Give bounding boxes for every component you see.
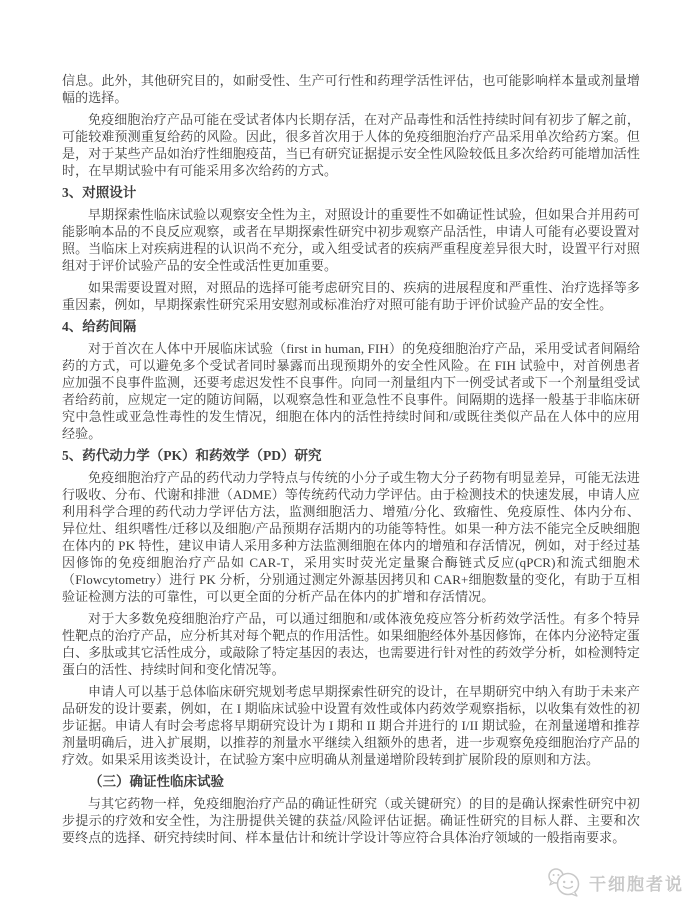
paragraph: 对于大多数免疫细胞治疗产品，可以通过细胞和/或体液免疫应答分析药效学活性。有多个特异性靶点的治疗产品，应分析其对每个靶点的作用活性。如果细胞经体外基因修饰，在体内分泌特定蛋白、多肽或其它活性成分，或敲除了特定基因的表达，也需要进行针对性的药效学分析，如检测特定蛋白的活性、持续时间和变化情况等。 [62, 611, 640, 677]
paragraph: 与其它药物一样，免疫细胞治疗产品的确证性研究（或关键研究）的目的是确认探索性研究中初步提示的疗效和安全性，为注册提供关键的获益/风险评估证据。确证性研究的目标人群、主要和次要终点的选择、研究持续时间、样本量估计和统计学设计等应符合具体治疗领域的一般指南要求。 [62, 796, 640, 845]
section-heading: 5、药代动力学（PK）和药效学（PD）研究 [62, 448, 322, 463]
brand-name: 干细胞者说 [589, 874, 684, 894]
paragraph: 早期探索性临床试验以观察安全性为主，对照设计的重要性不如确证性试验，但如果合并用药可能影响本品的不良反应观察，或者在早期探索性研究中初步观察产品活性，申请人可能有必要设置对照。当临床上对疾病进程的认识尚不充分，或入组受试者的疾病严重程度差异很大时，设置平行对照组对于评价试验产品的安全性或活性更加重要。 [62, 207, 640, 273]
paragraph: 免疫细胞治疗产品可能在受试者体内长期存活，在对产品毒性和活性持续时间有初步了解之前，可能较难预测重复给药的风险。因此，很多首次用于人体的免疫细胞治疗产品采用单次给药方案。但是，对于某些产品如治疗性细胞疫苗，当已有研究证据提示安全性风险较低且多次给药可能增加活性时，在早期试验中有可能采用多次给药的方式。 [62, 112, 640, 178]
section-heading: 3、对照设计 [62, 185, 137, 200]
paragraph: 申请人可以基于总体临床研究规划考虑早期探索性研究的设计，在早期研究中纳入有助于未来产品研发的设计要素，例如，在 I 期临床试验中设置有效性或体内药效学观察指标，以收集有效性的初步证据。申请人有时会考虑将早期研究设计为 I 期和 II 期合并进行的 I/II 期试验，在剂量递增和推荐剂量明确后，进入扩展期，以推荐的剂量水平继续入组额外的患者，进一步观察免疫细胞治疗产品的疗效。如果采用该类设计，在试验方案中应明确从剂量递增阶段转到扩展阶段的原则和方法。 [62, 684, 640, 767]
brand-watermark [546, 864, 684, 900]
section-heading: （三）确证性临床试验 [89, 774, 224, 789]
wechat-icon [546, 866, 582, 898]
paragraph: 如果需要设置对照，对照品的选择可能考虑研究目的、疾病的进展程度和严重性、治疗选择等多重因素，例如，早期探索性研究采用安慰剂或标准治疗对照可能有助于评价试验产品的安全性。 [62, 280, 640, 312]
paragraph: 对于首次在人体中开展临床试验（first in human, FIH）的免疫细胞治疗产品，采用受试者间隔给药的方式，可以避免多个受试者同时暴露而出现预期外的安全性风险。在 FIH 试验中，对首例患者应加强不良事件监测，还要考虑迟发性不良事件。向同一剂量组内下一例受试者或下一个剂量组受试者给药前，应规定一定的随访间隔，以观察急性和亚急性不良事件。间隔期的选择一般基于非临床研究中急性或亚急性毒性的发生情况，细胞在体内的活性持续时间和/或既往类似产品在人体中的应用经验。 [62, 341, 640, 441]
paragraph: 信息。此外，其他研究目的，如耐受性、生产可行性和药理学活性评估，也可能影响样本量或剂量增幅的选择。 [62, 73, 640, 105]
document-body [62, 72, 640, 851]
section-heading: 4、给药间隔 [62, 319, 137, 334]
paragraph: 免疫细胞治疗产品的药代动力学特点与传统的小分子或生物大分子药物有明显差异，可能无法进行吸收、分布、代谢和排泄（ADME）等传统药代动力学评估。由于检测技术的快速发展，申请人应利用科学合理的药代动力学评估方法，监测细胞活力、增殖/分化、致瘤性、免疫原性、体内分布、异位灶、组织嗜性/迁移以及细胞/产品预期存活期内的功能等特性。如果一种方法不能完全反映细胞在体内的 PK 特性，建议申请人采用多种方法监测细胞在体内的增殖和存活情况，例如，对于经过基因修饰的免疫细胞治疗产品如 CAR-T，采用实时荧光定量聚合酶链式反应(qPCR)和流式细胞术（Flowcytometry）进行 PK 分析，分别通过测定外源基因拷贝和 CAR+细胞数量的变化，有助于互相验证检测方法的可靠性，可以更全面的分析产品在体内的扩增和存活情况。 [62, 470, 640, 604]
